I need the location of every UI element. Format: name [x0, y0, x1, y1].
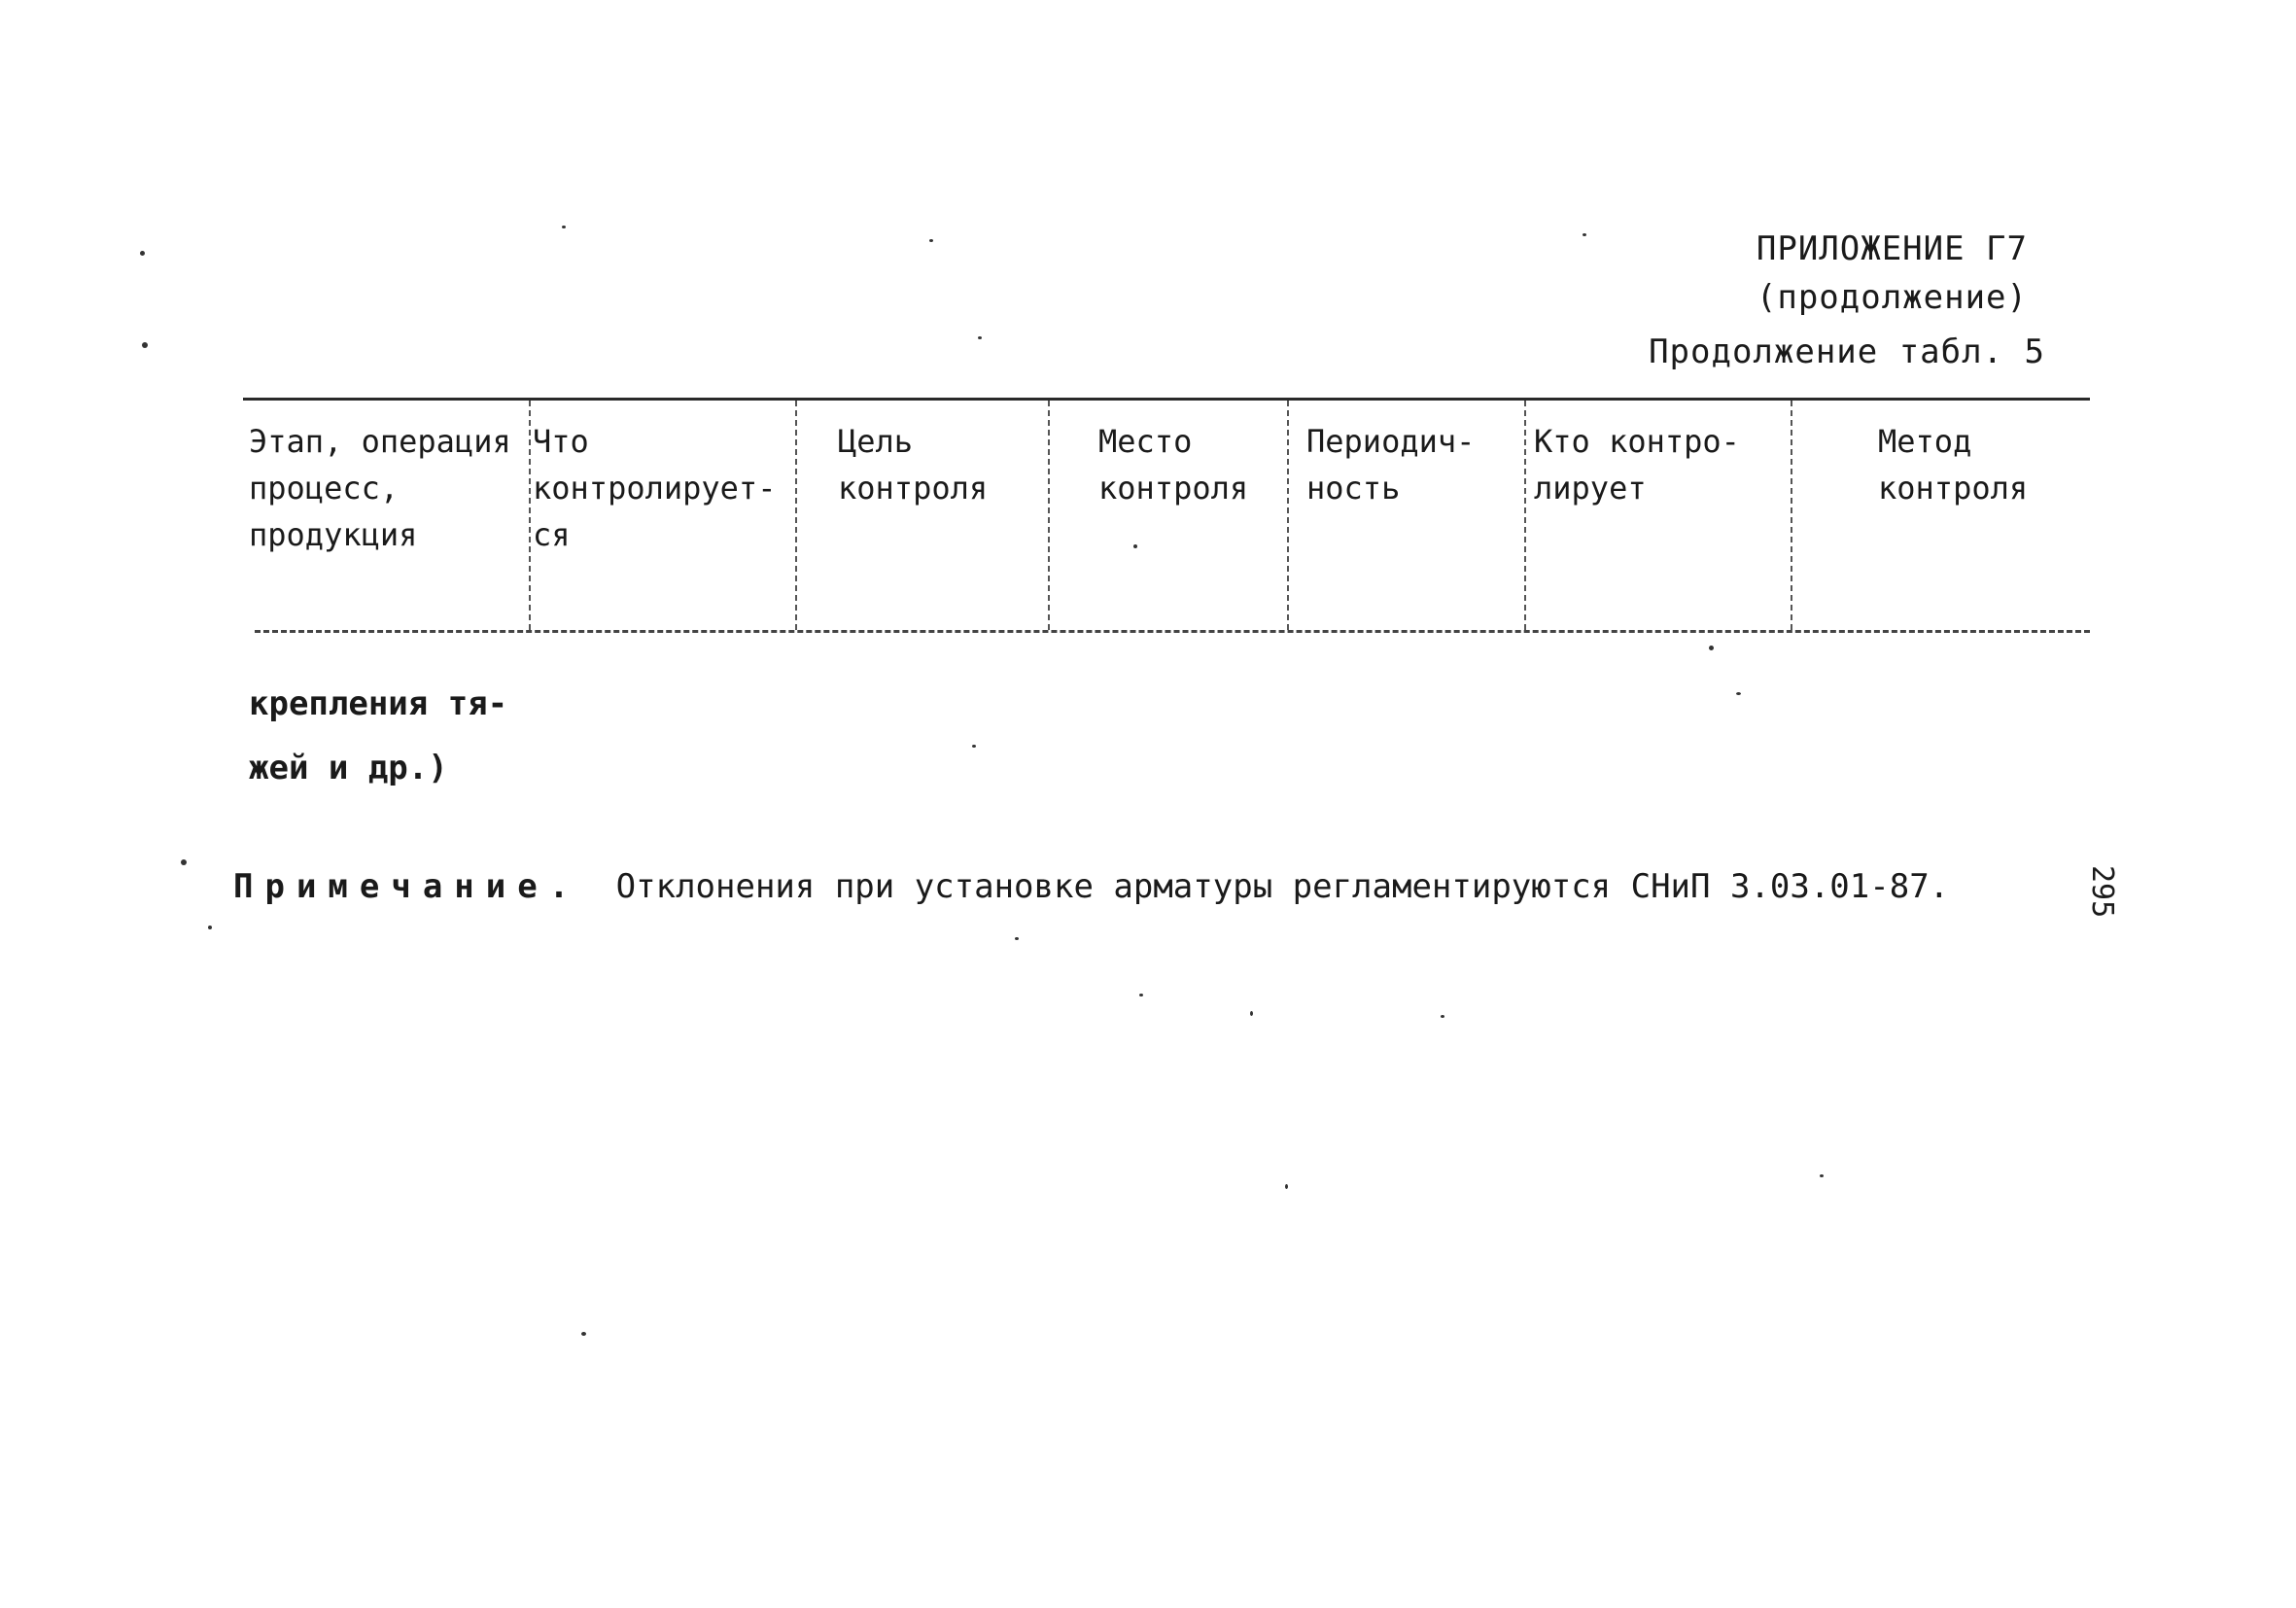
scan-speck	[1250, 1011, 1253, 1016]
scan-speck	[562, 226, 566, 228]
note-label: Примечание.	[233, 867, 581, 906]
scan-speck	[181, 859, 187, 865]
scan-speck	[208, 926, 212, 929]
scan-speck	[1583, 233, 1586, 236]
column-header-what-controlled: Что контролирует- ся	[533, 423, 777, 553]
table-cell-text: крепления тя-	[249, 684, 508, 723]
column-header-control-goal: Цель контроля	[838, 423, 989, 507]
appendix-continuation: (продолжение)	[1756, 278, 2028, 317]
column-separator	[795, 401, 797, 630]
table-continuation-label: Продолжение табл. 5	[1649, 332, 2045, 371]
scan-speck	[978, 336, 982, 339]
column-header-stage: Этап, операция процесс, продукция	[249, 423, 511, 553]
column-separator	[1287, 401, 1289, 630]
column-separator	[1791, 401, 1792, 630]
table-header-bottom-rule	[255, 630, 2090, 633]
column-separator	[529, 401, 531, 630]
column-header-control-place: Место контроля	[1098, 423, 1249, 507]
scan-speck	[1139, 994, 1143, 996]
scan-speck	[140, 251, 145, 256]
note-text: Отклонения при установке арматуры регламентируются СНиП 3.03.01-87.	[615, 867, 1950, 906]
scan-speck	[1709, 646, 1714, 650]
scan-speck	[1285, 1184, 1288, 1189]
column-header-control-method: Метод контроля	[1878, 423, 2029, 507]
table-top-rule	[243, 398, 2090, 401]
appendix-title: ПРИЛОЖЕНИЕ Г7	[1756, 229, 2028, 268]
column-header-periodicity: Периодич- ность	[1306, 423, 1476, 507]
scan-speck	[1441, 1015, 1444, 1018]
scan-speck	[929, 239, 933, 242]
column-separator	[1048, 401, 1050, 630]
scan-speck	[581, 1332, 586, 1336]
column-header-who-controls: Кто контро- лирует	[1534, 423, 1740, 507]
table-cell-text: жей и др.)	[249, 749, 448, 787]
scan-speck	[972, 745, 976, 748]
scan-speck	[142, 342, 148, 348]
scan-speck	[1820, 1174, 1824, 1177]
scan-speck	[1133, 544, 1137, 548]
page-number: 295	[2085, 865, 2119, 919]
scan-speck	[1736, 692, 1741, 695]
note	[233, 867, 1949, 906]
column-separator	[1524, 401, 1526, 630]
scan-speck	[1015, 937, 1019, 940]
